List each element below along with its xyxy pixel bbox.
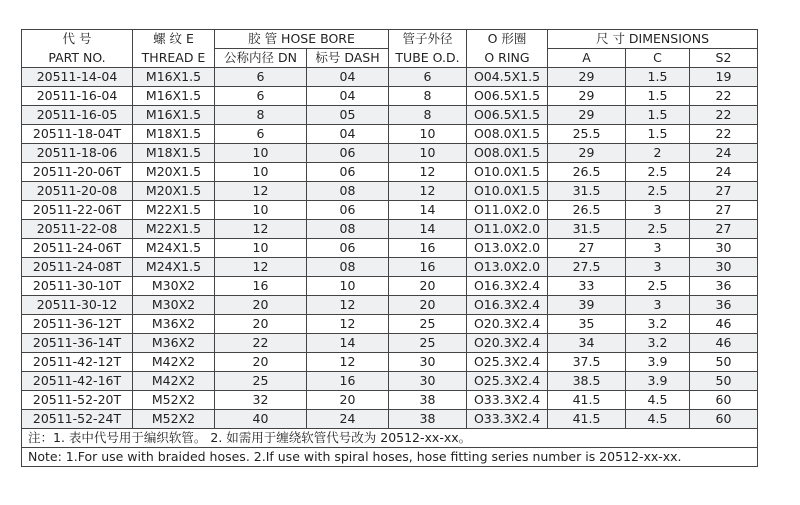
cell-dim-c: 2.5 bbox=[626, 220, 690, 239]
cell-dim-c: 2.5 bbox=[626, 163, 690, 182]
cell-dim-a: 37.5 bbox=[548, 353, 626, 372]
cell-part-no: 20511-22-08 bbox=[22, 220, 133, 239]
cell-part-no: 20511-16-04 bbox=[22, 87, 133, 106]
table-row bbox=[22, 258, 758, 277]
cell-part-no: 20511-30-10T bbox=[22, 277, 133, 296]
cell-part-no: 20511-52-20T bbox=[22, 391, 133, 410]
cell-dim-a: 27.5 bbox=[548, 258, 626, 277]
header-part-cn: 代 号 bbox=[22, 30, 133, 49]
cell-tube-od: 16 bbox=[389, 258, 467, 277]
cell-dn: 6 bbox=[215, 87, 307, 106]
cell-dn: 6 bbox=[215, 68, 307, 87]
cell-part-no: 20511-18-04T bbox=[22, 125, 133, 144]
cell-dim-s2: 50 bbox=[690, 353, 758, 372]
cell-o-ring: O08.0X1.5 bbox=[467, 125, 548, 144]
cell-dash: 06 bbox=[307, 239, 389, 258]
header-s2: S2 bbox=[690, 49, 758, 68]
cell-dim-a: 39 bbox=[548, 296, 626, 315]
cell-thread: M20X1.5 bbox=[133, 182, 215, 201]
cell-dn: 16 bbox=[215, 277, 307, 296]
cell-o-ring: O04.5X1.5 bbox=[467, 68, 548, 87]
cell-dn: 32 bbox=[215, 391, 307, 410]
cell-thread: M52X2 bbox=[133, 410, 215, 429]
header-thread: THREAD E bbox=[133, 49, 215, 68]
cell-part-no: 20511-24-08T bbox=[22, 258, 133, 277]
cell-tube-od: 14 bbox=[389, 201, 467, 220]
cell-dim-c: 3 bbox=[626, 258, 690, 277]
cell-tube-od: 8 bbox=[389, 87, 467, 106]
table-row bbox=[22, 163, 758, 182]
cell-dim-c: 3 bbox=[626, 239, 690, 258]
cell-o-ring: O11.0X2.0 bbox=[467, 201, 548, 220]
cell-part-no: 20511-36-14T bbox=[22, 334, 133, 353]
header-o-ring: O RING bbox=[467, 49, 548, 68]
cell-dash: 08 bbox=[307, 220, 389, 239]
cell-o-ring: O08.0X1.5 bbox=[467, 144, 548, 163]
cell-dim-a: 41.5 bbox=[548, 410, 626, 429]
cell-o-ring: O25.3X2.4 bbox=[467, 372, 548, 391]
cell-thread: M30X2 bbox=[133, 296, 215, 315]
cell-dash: 24 bbox=[307, 410, 389, 429]
cell-o-ring: O11.0X2.0 bbox=[467, 220, 548, 239]
cell-o-ring: O10.0X1.5 bbox=[467, 163, 548, 182]
header-dn: 公称内径 DN bbox=[215, 49, 307, 68]
cell-dn: 20 bbox=[215, 296, 307, 315]
cell-dim-c: 2 bbox=[626, 144, 690, 163]
cell-o-ring: O06.5X1.5 bbox=[467, 87, 548, 106]
cell-part-no: 20511-30-12 bbox=[22, 296, 133, 315]
table-row bbox=[22, 87, 758, 106]
cell-dash: 04 bbox=[307, 68, 389, 87]
cell-tube-od: 8 bbox=[389, 106, 467, 125]
cell-tube-od: 12 bbox=[389, 163, 467, 182]
cell-o-ring: O10.0X1.5 bbox=[467, 182, 548, 201]
cell-dim-s2: 46 bbox=[690, 315, 758, 334]
cell-dash: 04 bbox=[307, 125, 389, 144]
cell-dim-c: 3 bbox=[626, 201, 690, 220]
cell-dim-a: 29 bbox=[548, 106, 626, 125]
cell-tube-od: 38 bbox=[389, 410, 467, 429]
cell-dn: 20 bbox=[215, 315, 307, 334]
cell-o-ring: O13.0X2.0 bbox=[467, 258, 548, 277]
cell-part-no: 20511-18-06 bbox=[22, 144, 133, 163]
cell-thread: M16X1.5 bbox=[133, 87, 215, 106]
cell-tube-od: 30 bbox=[389, 353, 467, 372]
table-row bbox=[22, 125, 758, 144]
table-row bbox=[22, 182, 758, 201]
cell-dash: 16 bbox=[307, 372, 389, 391]
cell-thread: M36X2 bbox=[133, 334, 215, 353]
cell-thread: M20X1.5 bbox=[133, 163, 215, 182]
table-row bbox=[22, 315, 758, 334]
cell-dn: 12 bbox=[215, 182, 307, 201]
cell-dim-a: 25.5 bbox=[548, 125, 626, 144]
table-row bbox=[22, 334, 758, 353]
cell-dn: 10 bbox=[215, 201, 307, 220]
note-row-en bbox=[22, 448, 758, 467]
cell-dash: 12 bbox=[307, 353, 389, 372]
cell-dim-c: 2.5 bbox=[626, 182, 690, 201]
cell-dn: 40 bbox=[215, 410, 307, 429]
cell-dim-s2: 36 bbox=[690, 277, 758, 296]
cell-o-ring: O33.3X2.4 bbox=[467, 410, 548, 429]
cell-part-no: 20511-16-05 bbox=[22, 106, 133, 125]
cell-dim-s2: 22 bbox=[690, 87, 758, 106]
cell-dn: 10 bbox=[215, 144, 307, 163]
cell-dn: 25 bbox=[215, 372, 307, 391]
header-tube-cn: 管子外径 bbox=[389, 30, 467, 49]
table-row bbox=[22, 391, 758, 410]
cell-dn: 10 bbox=[215, 239, 307, 258]
cell-dn: 22 bbox=[215, 334, 307, 353]
cell-tube-od: 20 bbox=[389, 296, 467, 315]
cell-dn: 10 bbox=[215, 163, 307, 182]
cell-tube-od: 12 bbox=[389, 182, 467, 201]
cell-tube-od: 6 bbox=[389, 68, 467, 87]
cell-dim-c: 4.5 bbox=[626, 391, 690, 410]
cell-part-no: 20511-20-06T bbox=[22, 163, 133, 182]
cell-dim-a: 34 bbox=[548, 334, 626, 353]
cell-part-no: 20511-20-08 bbox=[22, 182, 133, 201]
cell-part-no: 20511-24-06T bbox=[22, 239, 133, 258]
cell-dim-s2: 30 bbox=[690, 239, 758, 258]
cell-o-ring: O13.0X2.0 bbox=[467, 239, 548, 258]
cell-part-no: 20511-42-16T bbox=[22, 372, 133, 391]
header-row-2 bbox=[22, 49, 758, 68]
cell-o-ring: O33.3X2.4 bbox=[467, 391, 548, 410]
cell-thread: M16X1.5 bbox=[133, 68, 215, 87]
cell-tube-od: 30 bbox=[389, 372, 467, 391]
cell-tube-od: 14 bbox=[389, 220, 467, 239]
cell-dim-s2: 60 bbox=[690, 391, 758, 410]
cell-o-ring: O25.3X2.4 bbox=[467, 353, 548, 372]
cell-dim-s2: 22 bbox=[690, 125, 758, 144]
cell-dash: 10 bbox=[307, 277, 389, 296]
cell-thread: M36X2 bbox=[133, 315, 215, 334]
cell-dash: 08 bbox=[307, 258, 389, 277]
cell-part-no: 20511-42-12T bbox=[22, 353, 133, 372]
cell-dim-s2: 27 bbox=[690, 220, 758, 239]
table-row bbox=[22, 220, 758, 239]
header-oring-cn: O 形圈 bbox=[467, 30, 548, 49]
cell-dim-c: 3.2 bbox=[626, 315, 690, 334]
cell-o-ring: O16.3X2.4 bbox=[467, 296, 548, 315]
cell-dn: 12 bbox=[215, 220, 307, 239]
cell-dash: 06 bbox=[307, 201, 389, 220]
note-english: Note: 1.For use with braided hoses. 2.If use with spiral hoses, hose fitting series number is 20512-xx-xx. bbox=[22, 448, 758, 467]
cell-thread: M16X1.5 bbox=[133, 106, 215, 125]
table-row bbox=[22, 372, 758, 391]
cell-dash: 14 bbox=[307, 334, 389, 353]
cell-dash: 12 bbox=[307, 296, 389, 315]
cell-dim-s2: 24 bbox=[690, 144, 758, 163]
cell-thread: M18X1.5 bbox=[133, 144, 215, 163]
cell-thread: M18X1.5 bbox=[133, 125, 215, 144]
cell-dash: 06 bbox=[307, 163, 389, 182]
cell-dim-c: 3.2 bbox=[626, 334, 690, 353]
header-a: A bbox=[548, 49, 626, 68]
cell-dash: 08 bbox=[307, 182, 389, 201]
cell-dim-s2: 30 bbox=[690, 258, 758, 277]
table-row bbox=[22, 201, 758, 220]
cell-o-ring: O20.3X2.4 bbox=[467, 334, 548, 353]
cell-thread: M42X2 bbox=[133, 372, 215, 391]
cell-dim-s2: 27 bbox=[690, 201, 758, 220]
cell-dn: 20 bbox=[215, 353, 307, 372]
cell-tube-od: 10 bbox=[389, 144, 467, 163]
cell-thread: M22X1.5 bbox=[133, 201, 215, 220]
table-row bbox=[22, 410, 758, 429]
cell-dim-a: 38.5 bbox=[548, 372, 626, 391]
header-hose-bore: 胶 管 HOSE BORE bbox=[215, 30, 389, 49]
cell-tube-od: 10 bbox=[389, 125, 467, 144]
table-row bbox=[22, 144, 758, 163]
cell-dim-a: 29 bbox=[548, 68, 626, 87]
note-row-cn bbox=[22, 429, 758, 448]
cell-dim-a: 35 bbox=[548, 315, 626, 334]
cell-dn: 8 bbox=[215, 106, 307, 125]
table-row bbox=[22, 353, 758, 372]
cell-dim-a: 33 bbox=[548, 277, 626, 296]
cell-o-ring: O20.3X2.4 bbox=[467, 315, 548, 334]
cell-dn: 12 bbox=[215, 258, 307, 277]
header-dash: 标号 DASH bbox=[307, 49, 389, 68]
cell-dim-s2: 22 bbox=[690, 106, 758, 125]
cell-o-ring: O06.5X1.5 bbox=[467, 106, 548, 125]
cell-tube-od: 38 bbox=[389, 391, 467, 410]
table-row bbox=[22, 296, 758, 315]
cell-dim-a: 41.5 bbox=[548, 391, 626, 410]
cell-dash: 04 bbox=[307, 87, 389, 106]
cell-dim-c: 1.5 bbox=[626, 106, 690, 125]
note-chinese: 注：1. 表中代号用于编织软管。 2. 如需用于缠绕软管代号改为 20512-xx-xx。 bbox=[22, 429, 758, 448]
header-c: C bbox=[626, 49, 690, 68]
cell-part-no: 20511-22-06T bbox=[22, 201, 133, 220]
cell-dim-a: 31.5 bbox=[548, 182, 626, 201]
cell-tube-od: 25 bbox=[389, 315, 467, 334]
table-row bbox=[22, 106, 758, 125]
cell-tube-od: 20 bbox=[389, 277, 467, 296]
cell-dash: 12 bbox=[307, 315, 389, 334]
table-row bbox=[22, 68, 758, 87]
cell-tube-od: 16 bbox=[389, 239, 467, 258]
cell-thread: M22X1.5 bbox=[133, 220, 215, 239]
cell-dim-s2: 27 bbox=[690, 182, 758, 201]
cell-dim-a: 27 bbox=[548, 239, 626, 258]
cell-dim-a: 26.5 bbox=[548, 201, 626, 220]
cell-o-ring: O16.3X2.4 bbox=[467, 277, 548, 296]
cell-dim-c: 3 bbox=[626, 296, 690, 315]
cell-dim-s2: 36 bbox=[690, 296, 758, 315]
table-row bbox=[22, 239, 758, 258]
cell-dash: 05 bbox=[307, 106, 389, 125]
cell-dash: 20 bbox=[307, 391, 389, 410]
cell-thread: M24X1.5 bbox=[133, 258, 215, 277]
header-dimensions: 尺 寸 DIMENSIONS bbox=[548, 30, 758, 49]
cell-thread: M30X2 bbox=[133, 277, 215, 296]
cell-dim-s2: 19 bbox=[690, 68, 758, 87]
cell-dim-s2: 50 bbox=[690, 372, 758, 391]
cell-dim-c: 2.5 bbox=[626, 277, 690, 296]
cell-dim-s2: 60 bbox=[690, 410, 758, 429]
spec-table bbox=[21, 29, 758, 467]
cell-dim-c: 3.9 bbox=[626, 353, 690, 372]
header-thread-cn: 螺 纹 E bbox=[133, 30, 215, 49]
cell-dim-c: 1.5 bbox=[626, 68, 690, 87]
header-row-1 bbox=[22, 30, 758, 49]
cell-thread: M24X1.5 bbox=[133, 239, 215, 258]
cell-part-no: 20511-14-04 bbox=[22, 68, 133, 87]
cell-tube-od: 25 bbox=[389, 334, 467, 353]
cell-part-no: 20511-52-24T bbox=[22, 410, 133, 429]
cell-dim-c: 1.5 bbox=[626, 125, 690, 144]
cell-part-no: 20511-36-12T bbox=[22, 315, 133, 334]
cell-dim-a: 26.5 bbox=[548, 163, 626, 182]
header-part-no: PART NO. bbox=[22, 49, 133, 68]
cell-dim-s2: 24 bbox=[690, 163, 758, 182]
table-row bbox=[22, 277, 758, 296]
cell-dim-s2: 46 bbox=[690, 334, 758, 353]
cell-dim-c: 4.5 bbox=[626, 410, 690, 429]
cell-thread: M52X2 bbox=[133, 391, 215, 410]
cell-dim-a: 29 bbox=[548, 87, 626, 106]
spec-table-body bbox=[22, 68, 758, 429]
cell-dim-c: 3.9 bbox=[626, 372, 690, 391]
cell-dim-c: 1.5 bbox=[626, 87, 690, 106]
cell-dn: 6 bbox=[215, 125, 307, 144]
header-tube-od: TUBE O.D. bbox=[389, 49, 467, 68]
cell-dim-a: 31.5 bbox=[548, 220, 626, 239]
cell-dim-a: 29 bbox=[548, 144, 626, 163]
cell-dash: 06 bbox=[307, 144, 389, 163]
cell-thread: M42X2 bbox=[133, 353, 215, 372]
